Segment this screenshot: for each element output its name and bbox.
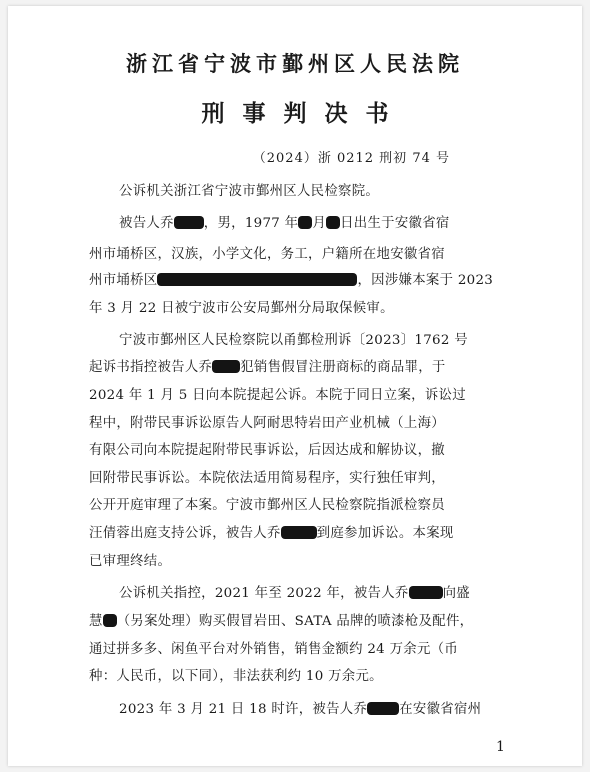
text-line: 2023 年 3 月 21 日 18 时许，被告人乔 在安徽省宿州 bbox=[119, 702, 482, 717]
text-line: 被告人乔 ，男，1977 年 月 日出生于安徽省宿 bbox=[119, 216, 450, 231]
redaction-block bbox=[326, 216, 340, 229]
text-line: 公开开庭审理了本案。宁波市鄞州区人民检察院指派检察员 bbox=[89, 498, 445, 513]
document-title: 刑事判决书 bbox=[201, 100, 407, 127]
text-line: 程中，附带民事诉讼原告人阿耐思特岩田产业机械（上海） bbox=[89, 416, 445, 431]
redaction-block bbox=[212, 360, 240, 373]
redaction-block bbox=[409, 586, 443, 599]
text-line: 州市埇桥区，汉族，小学文化，务工，户籍所在地安徽省宿 bbox=[89, 247, 445, 262]
redaction-block bbox=[157, 273, 357, 286]
page-number: 1 bbox=[496, 739, 505, 755]
redaction-block bbox=[103, 614, 117, 627]
redaction-block bbox=[367, 702, 399, 715]
text-line: 回附带民事诉讼。本院依法适用简易程序，实行独任审判， bbox=[89, 471, 445, 486]
text-line: 慧 （另案处理）购买假冒岩田、SATA 品牌的喷漆枪及配件， bbox=[89, 614, 474, 629]
text-line: 通过拼多多、闲鱼平台对外销售，销售金额约 24 万余元（币 bbox=[89, 642, 459, 657]
text-line: 起诉书指控被告人乔 犯销售假冒注册商标的商品罪，于 bbox=[89, 360, 446, 375]
document-page bbox=[8, 6, 582, 766]
text-line: 州市埇桥区 ，因涉嫌本案于 2023 bbox=[89, 273, 494, 288]
text-line: 已审理终结。 bbox=[89, 554, 172, 569]
text-line: 种：人民币，以下同），非法获利约 10 万余元。 bbox=[89, 669, 383, 684]
text-line: 年 3 月 22 日被宁波市公安局鄞州分局取保候审。 bbox=[89, 301, 394, 316]
court-name: 浙江省宁波市鄞州区人民法院 bbox=[126, 51, 464, 76]
text-line: 宁波市鄞州区人民检察院以甬鄞检刑诉〔2023〕1762 号 bbox=[119, 333, 468, 348]
redaction-block bbox=[298, 216, 312, 229]
text-line: 有限公司向本院提起附带民事诉讼，后因达成和解协议，撤 bbox=[89, 443, 445, 458]
text-line: 公诉机关指控，2021 年至 2022 年，被告人乔 向盛 bbox=[119, 586, 470, 601]
redaction-block bbox=[174, 216, 204, 229]
text-line: 2024 年 1 月 5 日向本院提起公诉。本院于同日立案，诉讼过 bbox=[89, 388, 466, 403]
text-line: 公诉机关浙江省宁波市鄞州区人民检察院。 bbox=[119, 184, 380, 199]
case-number: （2024）浙 0212 刑初 74 号 bbox=[252, 151, 450, 166]
text-line: 汪倩蓉出庭支持公诉，被告人乔 到庭参加诉讼。本案现 bbox=[89, 526, 454, 541]
redaction-block bbox=[281, 526, 317, 539]
